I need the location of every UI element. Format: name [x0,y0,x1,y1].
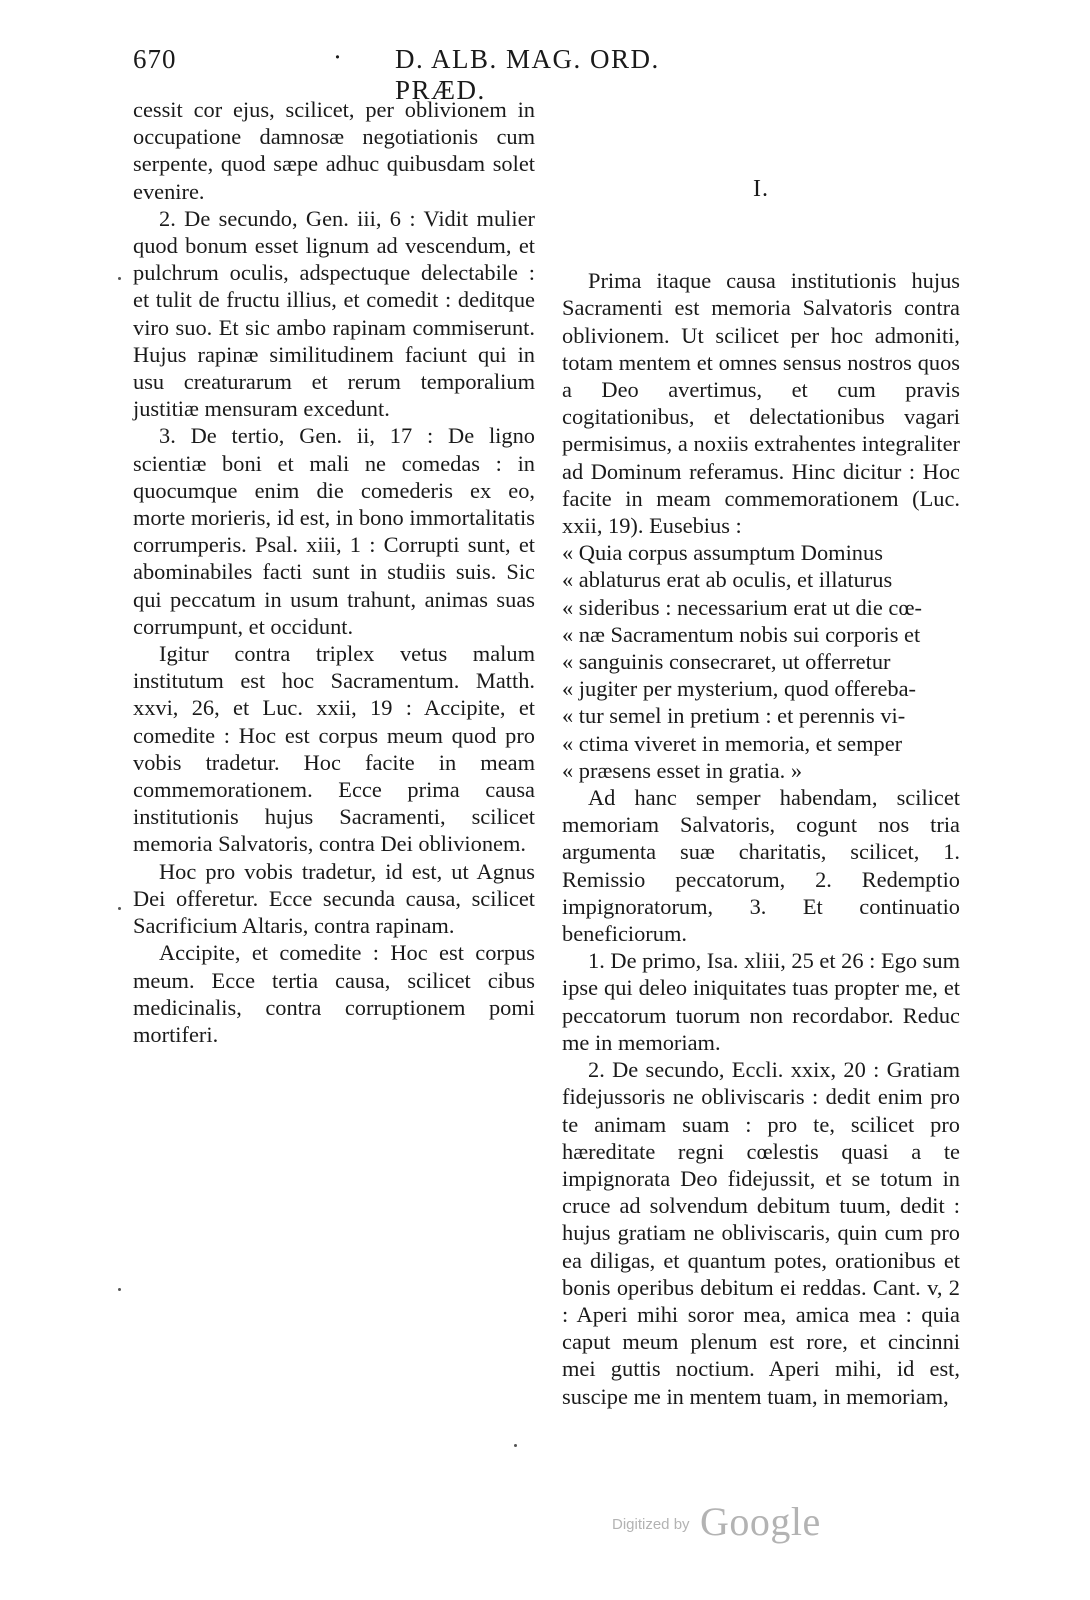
left-column [133,96,535,1048]
left-paragraph: 2. De secundo, Gen. iii, 6 : Vidit mulier quod bonum esset lignum ad vescendum, et pulchrum oculis, adspectuque delectabile : et tulit de fructu illius, et comedit : deditque viro suo. Et sic ambo rapinam commiserunt. Hujus rapinæ similitudinem faciunt qui in usu creaturarum et rerum temporalium justitiæ mensuram excedunt. [133,205,535,422]
right-column [562,96,960,1410]
scan-speck [514,1444,517,1447]
page-number: 670 [133,44,177,74]
quote-line: « ctima viveret in memoria, et semper [562,730,903,756]
quote-line: « tur semel in pretium : et perennis vi- [562,703,906,729]
left-paragraph: 3. De tertio, Gen. ii, 17 : De ligno scientiæ boni et mali ne comedas : in quocumque enim die comederis ex eo, morte morieris, id est, in bono immortalitatis corrumperis. Psal. xiii, 1 : Corrupti sunt, et abominabiles facti sunt in studiis suis. Sic qui peccatum in usum trahunt, animas suas corrumpunt, et occidunt. [133,423,535,639]
quote-line: « sanguinis consecraret, ut offerretur [562,649,891,675]
scan-speck [118,907,121,910]
page-header [133,42,713,105]
watermark-small-text: Digitized by [612,1516,690,1533]
quote-line: « ablaturus erat ab oculis, et illaturus [562,567,893,593]
quote-line: « sideribus : necessarium erat ut die cœ- [562,594,922,620]
scan-speck [118,277,121,280]
left-paragraph: cessit cor ejus, scilicet, per oblivionem in occupatione damnosæ negotiationis cum serpente, quod sæpe adhuc quibusdam solet evenire. [133,97,535,204]
right-paragraph: Prima itaque causa institutionis hujus Sacramenti est memoria Salvatoris contra oblivionem. Ut scilicet per hoc admoniti, totam mentem et omnes sensus nostros quos a Deo avertimus, et cum pravis cogitationibus, et delectationibus vagari permisimus, a noxiis extrahentes integraliter ad Dominum referamus. Hinc dicitur : Hoc facite in meam commemorationem (Luc. xxii, 19). Eusebius : [562,268,960,539]
watermark-logo-text: Google [700,1499,821,1544]
eusebius-quote [562,539,960,784]
right-paragraph: 2. De secundo, Eccli. xxix, 20 : Gratiam fidejussoris ne obliviscaris : dedit enim pro te animam suam : pro te, scilicet pro hæreditate regni cœlestis quasi a te impignorata Deo fidejussit, et se totum in cruce ad solvendum debitum tuum, dedit : hujus gratiam ne obliviscaris, quin cum pro ea diligas, et quantum potes, orationibus et bonis operibus debitum ei reddas. Cant. v, 2 : Aperi mihi soror mea, amica mea : quia caput meum plenum est rore, et cincinni mei guttis noctium. Aperi mihi, id est, suscipe me in mentem tuam, in memoriam, [562,1057,960,1409]
section-title: I. [753,176,769,202]
google-watermark [612,1498,832,1548]
quote-line: « præsens esset in gratia. » [562,757,803,783]
header-dot: · [333,42,343,72]
right-paragraph: 1. De primo, Isa. xliii, 25 et 26 : Ego sum ipse qui deleo iniquitates tuas propter me, et peccatorum tuorum non recordabor. Reduc me in memoriam. [562,948,960,1055]
quote-line: « jugiter per mysterium, quod offereba- [562,676,916,702]
right-paragraph: Ad hanc semper habendam, scilicet memoriam Salvatoris, cogunt nos tria argumenta suæ charitatis, scilicet, 1. Remissio peccatorum, 2. Redemptio impignoratorum, 3. Et continuatio beneficiorum. [562,785,960,947]
scan-speck [118,1288,121,1291]
quote-line: « Quia corpus assumptum Dominus [562,540,883,566]
left-paragraph: Accipite, et comedite : Hoc est corpus meum. Ecce tertia causa, scilicet cibus medicinalis, contra corruptionem pomi mortiferi. [133,940,535,1047]
left-paragraph: Igitur contra triplex vetus malum institutum est hoc Sacramentum. Matth. xxvi, 26, et Luc. xxii, 19 : Accipite, et comedite : Hoc est corpus meum quod pro vobis tradetur. Hoc facite in meam commemorationem. Ecce prima causa institutionis hujus Sacramenti, scilicet memoria Salvatoris, contra Dei oblivionem. [133,641,535,857]
left-paragraph: Hoc pro vobis tradetur, id est, ut Agnus Dei offeretur. Ecce secunda causa, scilicet Sacrificium Altaris, contra rapinam. [133,858,535,939]
quote-line: « næ Sacramentum nobis sui corporis et [562,621,921,647]
running-title: D. ALB. MAG. ORD. PRÆD. [395,44,660,105]
